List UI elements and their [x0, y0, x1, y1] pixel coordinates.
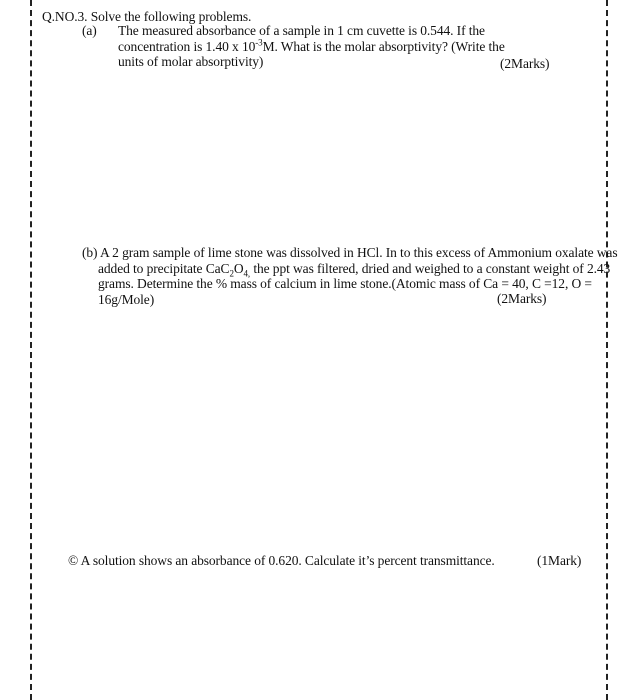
- part-b-sub-1: 2: [229, 268, 234, 279]
- part-a-line-2-start: concentration is 1.40 x 10: [118, 38, 256, 54]
- part-b-sub-2: 4,: [243, 268, 251, 279]
- part-a-marks: (2Marks): [500, 56, 550, 71]
- part-a-line-2: [118, 39, 505, 55]
- part-b-line-2-a: added to precipitate CaC: [98, 260, 230, 276]
- part-c-marks: (1Mark): [537, 553, 582, 568]
- part-c-text: © A solution shows an absorbance of 0.620. Calculate it’s percent transmittance.: [68, 553, 495, 568]
- part-b-line-2-c: the ppt was filtered, dried and weighed to a constant weight of 2.43: [250, 260, 611, 276]
- part-a-text: [118, 23, 505, 70]
- part-b-line-2: [82, 261, 617, 277]
- part-a-label: (a): [82, 23, 97, 38]
- part-b-line-4: 16g/Mole): [98, 291, 155, 307]
- part-a-line-3: units of molar absorptivity): [118, 54, 264, 69]
- left-dashed-border: [30, 0, 32, 700]
- part-a-line-1: The measured absorbance of a sample in 1 cm cuvette is 0.544. If the: [118, 23, 485, 38]
- question-header: Q.NO.3. Solve the following problems.: [42, 9, 252, 24]
- part-b-marks: (2Marks): [497, 291, 547, 306]
- part-a-line-2-end: M. What is the molar absorptivity? (Write the: [262, 38, 505, 54]
- right-dashed-border: [606, 0, 608, 700]
- part-a-exponent: -3: [255, 37, 263, 47]
- part-b-line-2-b: O: [233, 260, 244, 276]
- part-b-line-3: grams. Determine the % mass of calcium in lime stone.(Atomic mass of Ca = 40, C =12, O =: [98, 276, 592, 291]
- part-b-line-1: (b) A 2 gram sample of lime stone was dissolved in HCl. In to this excess of Ammonium oxalate was: [82, 245, 618, 260]
